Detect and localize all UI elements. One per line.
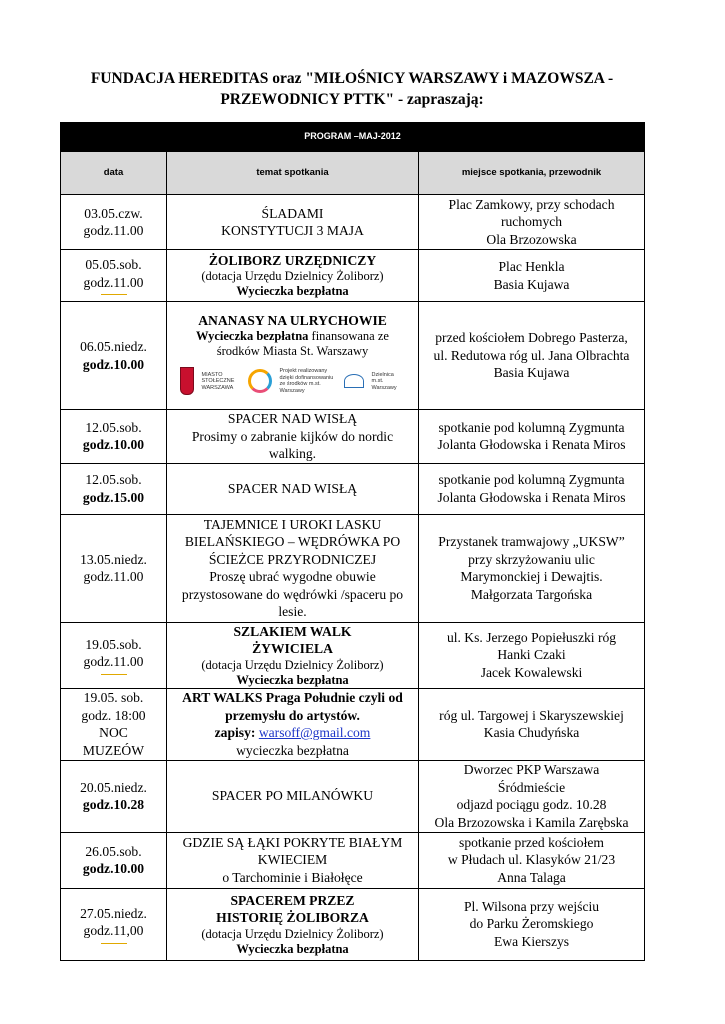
document-title xyxy=(60,68,644,110)
logo-dzielnica: Dzielnica m.st. Warszawy xyxy=(371,371,397,391)
dash-mark xyxy=(101,294,127,295)
place-cell: spotkanie pod kolumną Zygmunta Jolanta Głodowska i Renata Miros xyxy=(419,410,645,464)
warsaw-crest-icon xyxy=(180,367,194,395)
table-row xyxy=(61,760,645,832)
table-row xyxy=(61,832,645,888)
program-table xyxy=(60,122,645,961)
dash-mark xyxy=(101,674,127,675)
topic-cell: GDZIE SĄ ŁĄKI POKRYTE BIAŁYM KWIECIEM o Tarchominie i Białołęce xyxy=(167,832,419,888)
table-row xyxy=(61,302,645,410)
date-cell: 20.05.niedz. godz.10.28 xyxy=(61,760,167,832)
dash-mark xyxy=(101,943,127,944)
title-line-2: PRZEWODNICY PTTK" - zapraszają: xyxy=(220,91,484,108)
logo-miasto: MIASTO STOŁECZNE WARSZAWA xyxy=(201,371,235,391)
sponsor-logos xyxy=(170,363,415,399)
table-row xyxy=(61,463,645,514)
place-cell: róg ul. Targowej i Skaryszewskiej Kasia Chudyńska xyxy=(419,688,645,760)
title-line-1: FUNDACJA HEREDITAS oraz "MIŁOŚNICY WARSZAWY i MAZOWSZA - xyxy=(90,70,614,87)
table-row xyxy=(61,410,645,464)
place-cell: Plac Henkla Basia Kujawa xyxy=(419,250,645,302)
place-cell: Plac Zamkowy, przy schodach ruchomych Ola Brzozowska xyxy=(419,195,645,250)
column-header-row xyxy=(61,152,645,195)
program-header-row xyxy=(61,123,645,152)
program-label: PROGRAM –MAJ-2012 xyxy=(61,123,645,152)
table-row xyxy=(61,888,645,960)
date-cell: 03.05.czw. godz.11.00 xyxy=(61,195,167,250)
date-cell: 19.05.sob. godz.11.00 xyxy=(61,622,167,688)
place-cell: Przystanek tramwajowy „UKSW” przy skrzyżowaniu ulic Marymonckiej i Dewajtis. Małgorzata Targońska xyxy=(419,514,645,622)
date-cell: 27.05.niedz. godz.11,00 xyxy=(61,888,167,960)
topic-cell: SPACER PO MILANÓWKU xyxy=(167,760,419,832)
topic-cell: TAJEMNICE I UROKI LASKU BIELAŃSKIEGO – WĘDRÓWKA PO ŚCIEŻCE PRZYRODNICZEJ Proszę ubrać wygodne obuwie przystosowane do wędrówki /spaceru po lesie. xyxy=(167,514,419,622)
table-row xyxy=(61,514,645,622)
date-cell: 06.05.niedz. godz.10.00 xyxy=(61,302,167,410)
topic-cell: SPACER NAD WISŁĄ Prosimy o zabranie kijków do nordic walking. xyxy=(167,410,419,464)
header-place: miejsce spotkania, przewodnik xyxy=(419,152,645,195)
topic-cell: SZLAKIEM WALK ŻYWICIELA (dotacja Urzędu Dzielnicy Żoliborz) Wycieczka bezpłatna xyxy=(167,622,419,688)
topic-cell: ART WALKS Praga Południe czyli od przemysłu do artystów. zapisy: warsoff@gmail.com wycieczka bezpłatna xyxy=(167,688,419,760)
urzad-badge-icon xyxy=(344,374,364,388)
place-cell: Dworzec PKP Warszawa Śródmieście odjazd pociągu godz. 10.28 Ola Brzozowska i Kamila Zarębska xyxy=(419,760,645,832)
topic-cell: ŻOLIBORZ URZĘDNICZY (dotacja Urzędu Dzielnicy Żoliborz) Wycieczka bezpłatna xyxy=(167,250,419,302)
header-topic: temat spotkania xyxy=(167,152,419,195)
email-link[interactable]: warsoff@gmail.com xyxy=(258,725,371,740)
topic-cell: ŚLADAMI KONSTYTUCJI 3 MAJA xyxy=(167,195,419,250)
date-cell: 12.05.sob. godz.10.00 xyxy=(61,410,167,464)
place-cell: spotkanie przed kościołem w Płudach ul. Klasyków 21/23 Anna Talaga xyxy=(419,832,645,888)
table-row xyxy=(61,688,645,760)
place-cell: przed kościołem Dobrego Pasterza, ul. Redutowa róg ul. Jana Olbrachta Basia Kujawa xyxy=(419,302,645,410)
topic-cell: SPACEREM PRZEZ HISTORIĘ ŻOLIBORZA (dotacja Urzędu Dzielnicy Żoliborz) Wycieczka bezpłatna xyxy=(167,888,419,960)
date-cell: 12.05.sob. godz.15.00 xyxy=(61,463,167,514)
topic-cell: SPACER NAD WISŁĄ xyxy=(167,463,419,514)
date-cell: 26.05.sob. godz.10.00 xyxy=(61,832,167,888)
place-cell: spotkanie pod kolumną Zygmunta Jolanta Głodowska i Renata Miros xyxy=(419,463,645,514)
table-row xyxy=(61,622,645,688)
date-cell: 19.05. sob. godz. 18:00 NOC MUZEÓW xyxy=(61,688,167,760)
project-swirl-icon xyxy=(248,369,272,393)
header-date: data xyxy=(61,152,167,195)
topic-cell: ANANASY NA ULRYCHOWIE Wycieczka bezpłatna finansowana ze środków Miasta St. Warszawy MIASTO STOŁECZNE WARSZAWA Projekt realizowany dzięki dofinansowaniu ze środków m.st. Warszawy Dzielnica m.st. Warszawy xyxy=(167,302,419,410)
place-cell: Pl. Wilsona przy wejściu do Parku Żeromskiego Ewa Kierszys xyxy=(419,888,645,960)
place-cell: ul. Ks. Jerzego Popiełuszki róg Hanki Czaki Jacek Kowalewski xyxy=(419,622,645,688)
logo-projekt: Projekt realizowany dzięki dofinansowaniu ze środków m.st. Warszawy xyxy=(279,368,334,394)
table-row xyxy=(61,250,645,302)
table-row xyxy=(61,195,645,250)
date-cell: 05.05.sob. godz.11.00 xyxy=(61,250,167,302)
date-cell: 13.05.niedz. godz.11.00 xyxy=(61,514,167,622)
